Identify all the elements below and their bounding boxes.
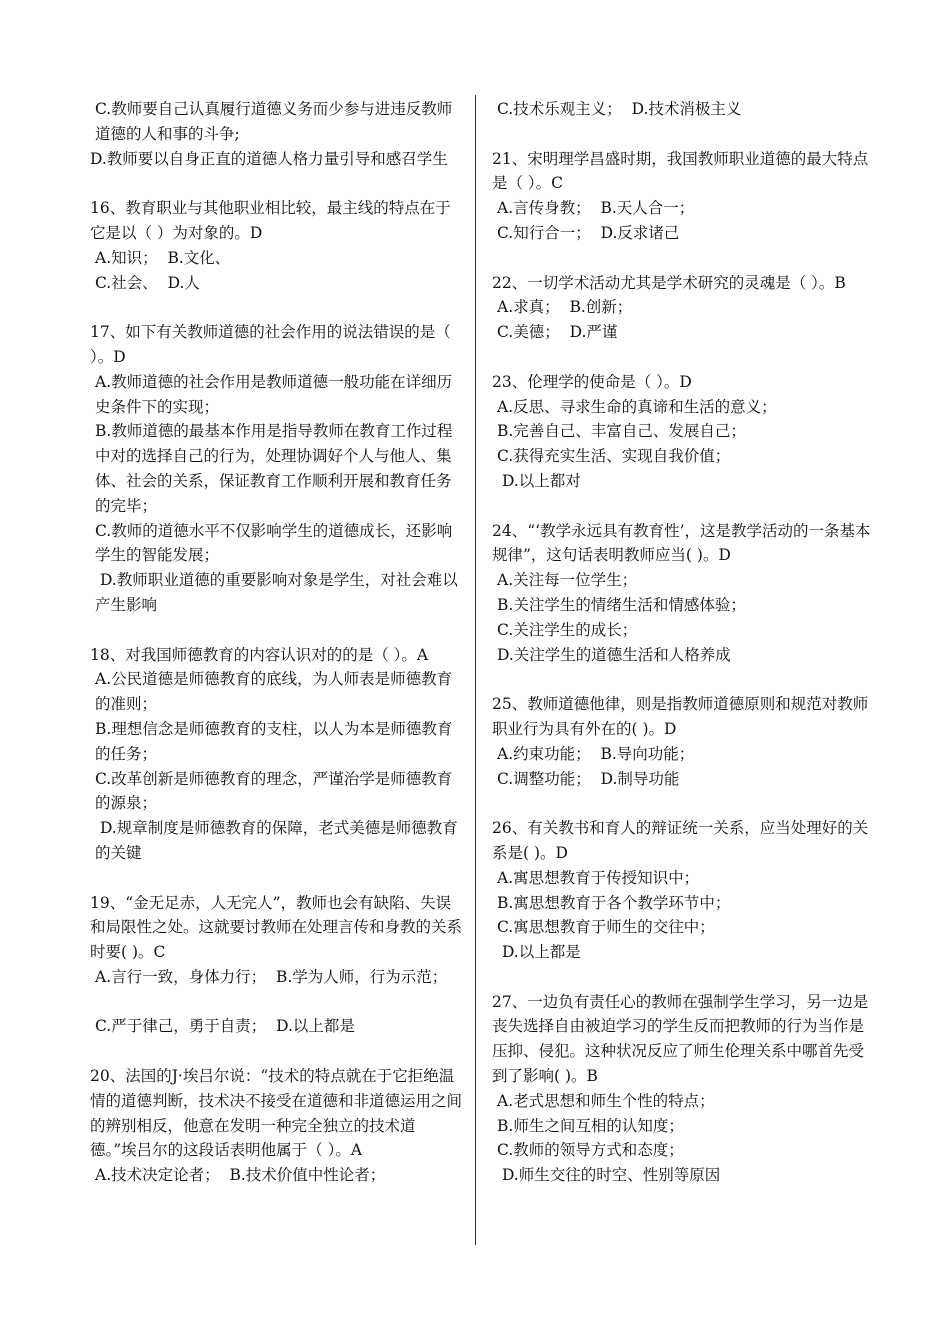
question-17: [90, 320, 462, 618]
option-line: C.技术乐观主义； D.技术消极主义: [497, 100, 742, 118]
option-a: A.反思、寻求生命的真谛和生活的意义；: [497, 397, 777, 416]
left-column: [90, 97, 462, 1213]
column-divider: [475, 95, 476, 1245]
option-d: D.教师职业道德的重要影响对象是学生，对社会难以产生影响: [95, 571, 458, 614]
option-a: A.教师道德的社会作用是教师道德一般功能在详细历史条件下的实现；: [95, 372, 453, 416]
option-b: B.关注学生的情绪生活和情感体验；: [497, 595, 746, 614]
option-c: C.教师的领导方式和态度；: [497, 1141, 684, 1160]
option-c: C.改革创新是师德教育的理念，严谨治学是师德教育的源泉；: [95, 769, 453, 813]
question-26: [492, 816, 874, 965]
option-a: A.公民道德是师德教育的底线，为人师表是师德教育的准则；: [95, 670, 453, 714]
question-stem: 26、有关教书和育人的辩证统一关系，应当处理好的关系是( )。D: [492, 819, 869, 862]
option-c: C.关注学生的成长；: [497, 620, 638, 639]
option-d: D.规章制度是师德教育的保障，老式美德是师德教育的关键: [95, 819, 458, 862]
option-line: C.社会、 D.人: [95, 273, 200, 292]
option-d: D.教师要以自身正直的道德人格力量引导和感召学生: [90, 149, 448, 168]
option-a: A.老式思想和师生个性的特点；: [497, 1091, 715, 1110]
option-d: D.关注学生的道德生活和人格养成: [497, 645, 731, 664]
option-line: A.言行一致，身体力行； B.学为人师，行为示范；: [95, 967, 448, 986]
question-stem: 19、“金无足赤，人无完人”，教师也会有缺陷、失误和局限性之处。这就要讨教师在处理言传和身教的关系时要( )。C: [90, 893, 463, 962]
question-24: [492, 519, 874, 668]
option-c: C.获得充实生活、实现自我价值；: [497, 447, 731, 466]
question-stem: 23、伦理学的使命是（ ）。D: [492, 372, 692, 391]
question-20-continuation: [492, 97, 874, 122]
question-stem: 27、一边负有责任心的教师在强制学生学习，另一边是丧失选择自由被迫学习的学生反而把教师的行为当作是压抑、侵犯。这种状况反应了师生伦理关系中哪首先受到了影响( )。B: [492, 992, 869, 1086]
question-stem: 21、宋明理学昌盛时期，我国教师职业道德的最大特点是（ ）。C: [492, 149, 869, 193]
question-22: [492, 271, 874, 345]
option-b: B.完善自己、丰富自己、发展自己；: [497, 422, 746, 441]
option-a: A.寓思想教育于传授知识中；: [497, 868, 700, 887]
option-d: D.以上都对: [497, 471, 581, 490]
question-stem: 25、教师道德他律，则是指教师道德原则和规范对教师职业行为具有外在的( )。D: [492, 695, 869, 738]
question-23: [492, 370, 874, 494]
option-line: A.言传身教； B.天人合一；: [497, 199, 695, 218]
right-column: [492, 97, 874, 1213]
question-19: [90, 891, 462, 1040]
option-line: C.调整功能； D.制导功能: [497, 769, 680, 788]
option-b: B.教师道德的最基本作用是指导教师在教育工作过程中对的选择自己的行为，处理协调好个人与他人、集体、社会的关系，保证教育工作顺利开展和教育任务的完毕；: [95, 422, 453, 515]
question-stem: 20、法国的J·埃吕尔说：“技术的特点就在于它拒绝温情的道德判断，技术决不接受在道德和非道德运用之间的辨别相反，他意在发明一种完全独立的技术道德。”埃吕尔的这段话表明他属于（ ）。A: [90, 1067, 463, 1160]
option-c: C.教师的道德水平不仅影响学生的道德成长，还影响学生的智能发展；: [95, 521, 453, 565]
question-18: [90, 643, 462, 866]
question-21: [492, 147, 874, 246]
option-d: D.师生交往的时空、性别等原因: [497, 1166, 721, 1185]
option-b: B.理想信念是师德教育的支柱，以人为本是师德教育的任务；: [95, 719, 453, 763]
question-stem: 24、“‘教学永远具有教育性’，这是教学活动的一条基本规律”，这句话表明教师应当( )。D: [492, 521, 871, 565]
question-16: [90, 196, 462, 295]
option-line: C.知行合一； D.反求诸己: [497, 223, 680, 242]
option-b: B.寓思想教育于各个教学环节中；: [497, 893, 731, 912]
question-stem: 22、一切学术活动尤其是学术研究的灵魂是（ ）。B: [492, 273, 846, 292]
option-b: B.师生之间互相的认知度；: [497, 1116, 684, 1135]
question-20: [90, 1064, 462, 1188]
option-line: C.美德； D.严谨: [497, 323, 618, 342]
question-15-continuation: [90, 97, 462, 171]
option-line: A.约束功能； B.导向功能；: [497, 744, 695, 763]
option-a: A.关注每一位学生；: [497, 571, 638, 590]
option-line: A.技术决定论者； B.技术价值中性论者；: [95, 1166, 386, 1185]
option-c: C.教师要自己认真履行道德义务而少参与进违反教师道德的人和事的斗争;: [95, 100, 453, 143]
option-d: D.以上都是: [497, 943, 581, 962]
question-stem: 17、如下有关教师道德的社会作用的说法错误的是（ ）。D: [90, 323, 456, 366]
question-stem: 18、对我国师德教育的内容认识对的的是（ ）。A: [90, 645, 429, 664]
question-stem: 16、教育职业与其他职业相比较，最主线的特点在于它是以（ ）为对象的。D: [90, 199, 451, 242]
option-line: C.严于律己，勇于自责； D.以上都是: [95, 1017, 355, 1036]
question-25: [492, 692, 874, 791]
option-line: A.求真； B.创新；: [497, 298, 633, 317]
option-c: C.寓思想教育于师生的交往中；: [497, 918, 715, 937]
option-line: A.知识； B.文化、: [95, 248, 231, 267]
question-27: [492, 990, 874, 1188]
